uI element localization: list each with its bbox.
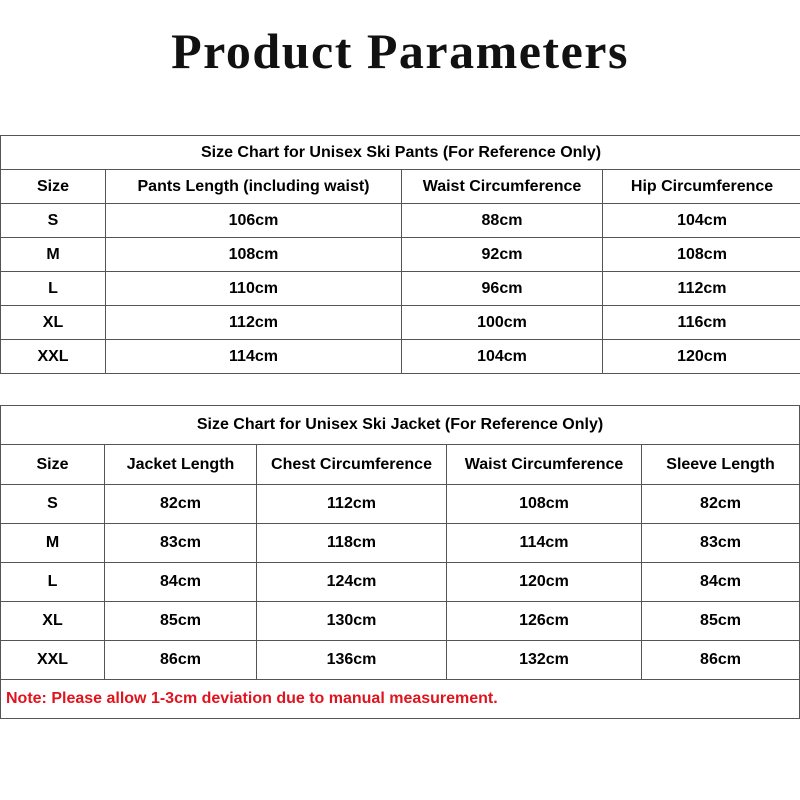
waist-cell: 132cm xyxy=(447,641,642,680)
hip-cell: 116cm xyxy=(603,306,800,340)
column-header: Chest Circumference xyxy=(257,445,447,485)
size-cell: M xyxy=(1,524,105,563)
table-row xyxy=(1,204,800,238)
waist-cell: 114cm xyxy=(447,524,642,563)
column-header: Size xyxy=(1,170,106,204)
chest-cell: 136cm xyxy=(257,641,447,680)
sleeve-cell: 83cm xyxy=(642,524,800,563)
hip-cell: 108cm xyxy=(603,238,800,272)
sleeve-cell: 86cm xyxy=(642,641,800,680)
waist-cell: 92cm xyxy=(402,238,603,272)
waist-cell: 126cm xyxy=(447,602,642,641)
size-cell: L xyxy=(1,272,106,306)
pants-length-cell: 112cm xyxy=(106,306,402,340)
waist-cell: 120cm xyxy=(447,563,642,602)
column-header: Jacket Length xyxy=(105,445,257,485)
jacket-length-cell: 85cm xyxy=(105,602,257,641)
table-row xyxy=(1,238,800,272)
measurement-note: Note: Please allow 1-3cm deviation due to manual measurement. xyxy=(1,680,800,719)
waist-cell: 108cm xyxy=(447,485,642,524)
waist-cell: 104cm xyxy=(402,340,603,374)
column-header: Pants Length (including waist) xyxy=(106,170,402,204)
size-cell: XL xyxy=(1,602,105,641)
size-cell: XL xyxy=(1,306,106,340)
pants-size-table xyxy=(0,135,800,374)
page-title: Product Parameters xyxy=(171,23,629,79)
table-row xyxy=(1,306,800,340)
size-cell: L xyxy=(1,563,105,602)
size-cell: S xyxy=(1,204,106,238)
column-header: Waist Circumference xyxy=(402,170,603,204)
pants-length-cell: 114cm xyxy=(106,340,402,374)
size-cell: XXL xyxy=(1,641,105,680)
column-header: Sleeve Length xyxy=(642,445,800,485)
jacket-length-cell: 83cm xyxy=(105,524,257,563)
hip-cell: 104cm xyxy=(603,204,800,238)
sleeve-cell: 84cm xyxy=(642,563,800,602)
table-row xyxy=(1,641,800,680)
table-row xyxy=(1,524,800,563)
table-row xyxy=(1,602,800,641)
table-row xyxy=(1,272,800,306)
chest-cell: 130cm xyxy=(257,602,447,641)
jacket-length-cell: 86cm xyxy=(105,641,257,680)
sleeve-cell: 85cm xyxy=(642,602,800,641)
column-header: Waist Circumference xyxy=(447,445,642,485)
column-header: Size xyxy=(1,445,105,485)
waist-cell: 96cm xyxy=(402,272,603,306)
chest-cell: 112cm xyxy=(257,485,447,524)
size-cell: XXL xyxy=(1,340,106,374)
pants-length-cell: 110cm xyxy=(106,272,402,306)
chest-cell: 118cm xyxy=(257,524,447,563)
jacket-size-table xyxy=(0,405,800,719)
pants-length-cell: 108cm xyxy=(106,238,402,272)
jacket-length-cell: 84cm xyxy=(105,563,257,602)
hip-cell: 112cm xyxy=(603,272,800,306)
size-cell: S xyxy=(1,485,105,524)
chest-cell: 124cm xyxy=(257,563,447,602)
table-row xyxy=(1,485,800,524)
sleeve-cell: 82cm xyxy=(642,485,800,524)
waist-cell: 100cm xyxy=(402,306,603,340)
column-header: Hip Circumference xyxy=(603,170,800,204)
table-row xyxy=(1,340,800,374)
table-row xyxy=(1,563,800,602)
size-cell: M xyxy=(1,238,106,272)
hip-cell: 120cm xyxy=(603,340,800,374)
waist-cell: 88cm xyxy=(402,204,603,238)
pants-table-caption: Size Chart for Unisex Ski Pants (For Reference Only) xyxy=(1,136,800,170)
jacket-table-caption: Size Chart for Unisex Ski Jacket (For Reference Only) xyxy=(1,406,800,445)
pants-length-cell: 106cm xyxy=(106,204,402,238)
jacket-length-cell: 82cm xyxy=(105,485,257,524)
